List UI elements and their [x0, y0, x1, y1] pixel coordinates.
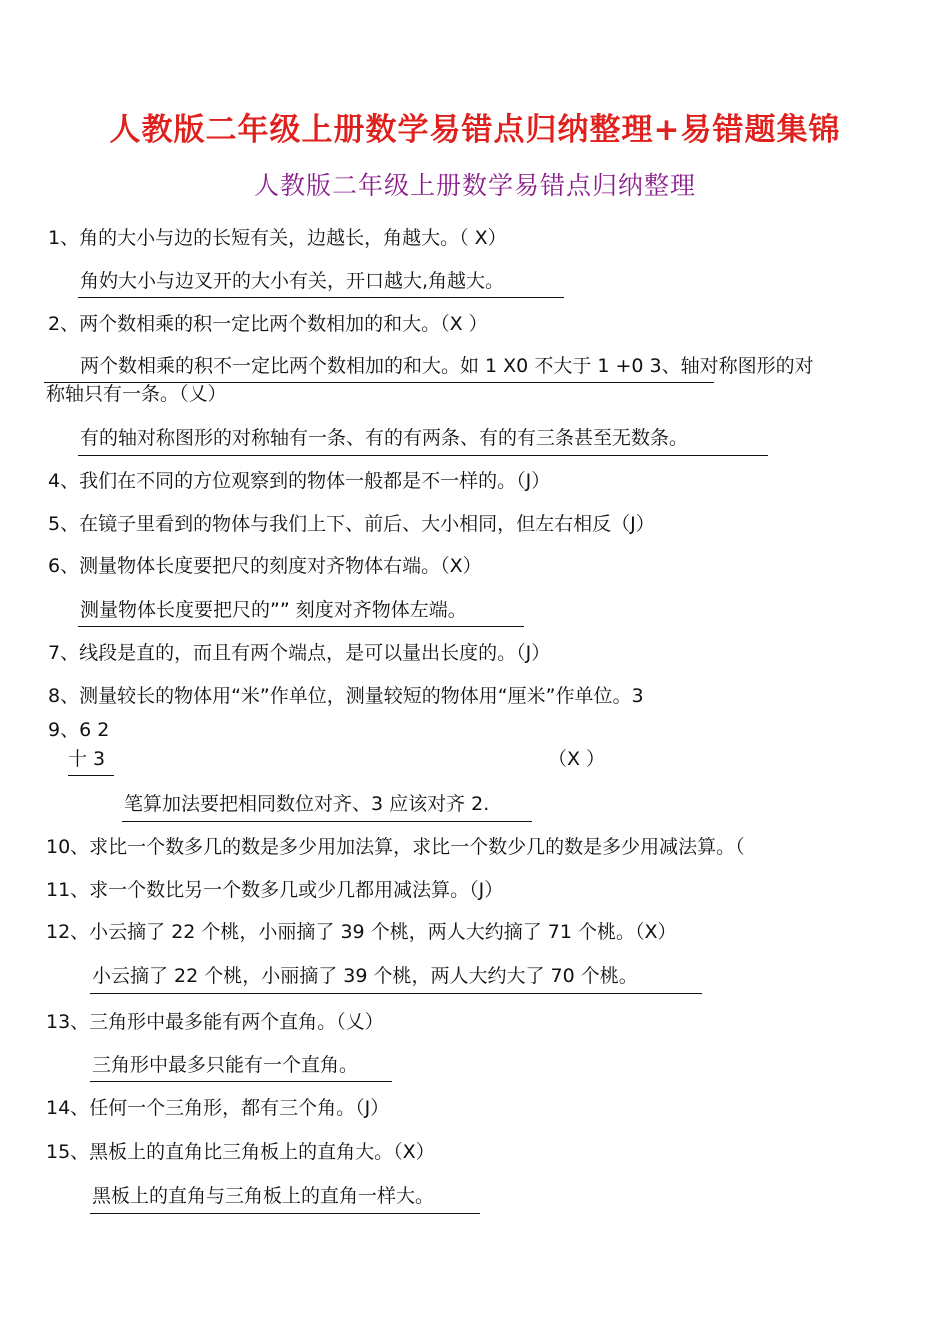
answer-6: 测量物体长度要把尺的”” 刻度对齐物体左端。	[80, 599, 467, 621]
question-4: 4、我们在不同的方位观察到的物体一般都是不一样的。（J）	[48, 470, 551, 492]
document-subtitle: 人教版二年级上册数学易错点归纳整理	[253, 171, 696, 200]
answer-1: 角妁大小与边叉开的大小有关，开口越大,角越大。	[80, 270, 505, 292]
question-13: 13、三角形中最多能有两个直角。（乂）	[46, 1011, 384, 1033]
answer-3-underline	[78, 455, 768, 456]
question-11: 11、求一个数比另一个数多几或少几都用减法算。（J）	[46, 879, 504, 901]
answer-15-underline	[90, 1213, 480, 1214]
answer-13-underline	[90, 1081, 392, 1082]
question-9-sum-line	[68, 775, 114, 776]
question-1: 1、角的大小与边的长短有关，边越长，角越大。（ X）	[48, 227, 507, 249]
answer-6-underline	[78, 626, 524, 627]
question-6: 6、测量物体长度要把尺的刻度对齐物体右端。（X）	[48, 555, 482, 577]
question-9-mark: （X ）	[548, 748, 606, 770]
question-14: 14、任何一个三角形，都有三个角。（J）	[46, 1097, 390, 1119]
question-3: 称轴只有一条。（乂）	[46, 383, 227, 405]
answer-9: 笔算加法要把相同数位对齐、3 应该对齐 2.	[124, 793, 490, 815]
document-title: 人教版二年级上册数学易错点归纳整理+易错题集锦	[109, 112, 841, 148]
answer-13: 三角形中最多只能有一个直角。	[92, 1054, 359, 1076]
question-12: 12、小云摘了 22 个桃，小丽摘了 39 个桃，两人大约摘了 71 个桃。（X）	[46, 921, 677, 943]
question-5: 5、在镜子里看到的物体与我们上下、前后、大小相同，但左右相反（J）	[48, 513, 655, 535]
answer-12: 小云摘了 22 个桃，小丽摘了 39 个桃，两人大约大了 70 个桃。	[92, 965, 638, 987]
answer-12-underline	[90, 993, 702, 994]
answer-15: 黑板上的直角与三角板上的直角一样大。	[92, 1185, 435, 1207]
answer-9-underline	[122, 821, 532, 822]
question-10: 10、求比一个数多几的数是多少用加法算，求比一个数少几的数是多少用减法算。（	[46, 836, 745, 858]
question-2: 2、两个数相乘的积一定比两个数相加的和大。（X ）	[48, 313, 488, 335]
answer-1-underline	[78, 297, 564, 298]
question-15: 15、黑板上的直角比三角板上的直角大。（X）	[46, 1141, 435, 1163]
answer-2: 两个数相乘的积不一定比两个数相加的和大。如 1 X0 不大于 1 +0 3、轴对称图形的对	[80, 355, 814, 377]
question-9-top: 9、6 2	[48, 719, 110, 741]
question-7: 7、线段是直的，而且有两个端点，是可以量出长度的。（J）	[48, 642, 551, 664]
question-8: 8、测量较长的物体用“米”作单位，测量较短的物体用“厘米”作单位。3	[48, 685, 644, 707]
question-9-bottom: 十 3	[68, 748, 106, 770]
answer-3: 有的轴对称图形的对称轴有一条、有的有两条、有的有三条甚至无数条。	[80, 427, 689, 449]
